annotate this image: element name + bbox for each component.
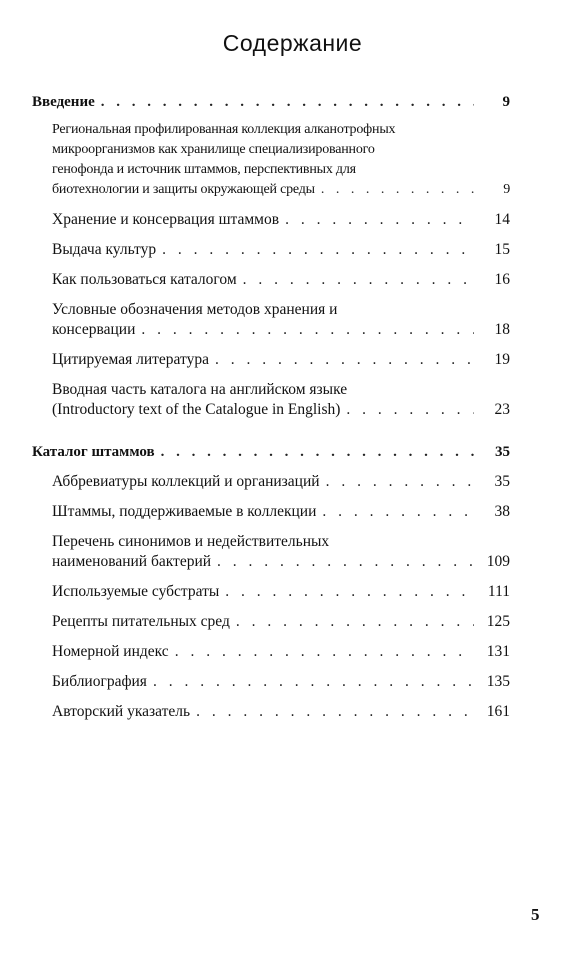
page-title: Содержание [222,30,363,56]
page-number: 5 [531,905,540,924]
toc-item-line: биотехнологии и защиты окружающей среды [52,182,315,197]
toc-item-line: Условные обозначения методов хранения и [52,301,338,318]
leader-dots [147,672,474,692]
toc-page-number: 16 [494,271,510,288]
toc-page-number: 23 [494,401,510,418]
toc-page-number: 18 [494,321,510,338]
toc-section-label: Каталог штаммов [32,444,155,460]
toc-item-distribution[interactable] [32,240,510,260]
leader-dots [135,320,474,340]
leader-dots [209,350,474,370]
toc-item-author-index[interactable] [32,702,510,722]
leader-dots [315,180,474,200]
toc-item-line: наименований бактерий [52,553,212,570]
toc-page-number: 161 [486,703,510,720]
toc-section-introduction[interactable] [32,92,510,112]
toc-page-number: 9 [503,182,510,197]
toc-item-references[interactable] [32,350,510,370]
toc-item-strains[interactable] [32,502,510,522]
toc-item-how-to-use[interactable] [32,270,510,290]
leader-dots [190,702,474,722]
toc-item-line: Штаммы, поддерживаемые в коллекции [52,503,317,520]
table-of-contents [32,92,510,722]
toc-page-number: 38 [494,503,510,520]
toc-page-number: 9 [502,94,510,110]
toc-item-number-index[interactable] [32,642,510,662]
toc-item-line: (Introductory text of the Catalogue in English) [52,401,341,418]
leader-dots [340,400,474,420]
leader-dots [320,472,474,492]
leader-dots [316,502,474,522]
toc-page-number: 35 [495,444,510,460]
toc-item-line: Выдача культур [52,241,157,258]
toc-item-abbreviations[interactable] [32,472,510,492]
leader-dots [95,92,474,112]
toc-item-line: Региональная профилированная коллекция алканотрофных [52,122,396,137]
toc-item-substrates[interactable] [32,582,510,602]
toc-item-line: Рецепты питательных сред [52,613,230,630]
toc-page-number: 14 [494,211,510,228]
toc-page-number: 111 [487,583,510,600]
toc-section-catalogue[interactable] [32,442,510,462]
toc-item-line: консервации [52,321,136,338]
toc-item-line: Номерной индекс [52,643,169,660]
toc-page-number: 15 [494,241,510,258]
leader-dots [211,552,474,572]
toc-item-line: Аббревиатуры коллекций и организаций [52,473,320,490]
leader-dots [156,240,474,260]
toc-item-synonyms[interactable] [32,532,510,572]
toc-page-number: 35 [494,473,510,490]
toc-item-line: генофонда и источник штаммов, перспективных для [52,162,356,177]
toc-page-number: 131 [486,643,510,660]
leader-dots [219,582,474,602]
leader-dots [169,642,474,662]
toc-item-line: Используемые субстраты [52,583,220,600]
toc-page-number: 19 [494,351,510,368]
toc-item-line: Авторский указатель [52,703,191,720]
leader-dots [237,270,474,290]
toc-page-number: 135 [486,673,510,690]
toc-item-bibliography[interactable] [32,672,510,692]
toc-item-line: Хранение и консервация штаммов [52,211,280,228]
toc-item-line: Как пользоваться каталогом [52,271,237,288]
leader-dots [155,442,474,462]
toc-item-line: микроорганизмов как хранилище специализированного [52,142,375,157]
toc-item-notation[interactable] [32,300,510,340]
toc-item-line: Библиография [52,673,147,690]
toc-page-number: 125 [486,613,510,630]
toc-item-line: Перечень синонимов и недействительных [52,533,330,550]
toc-section-label: Введение [32,94,95,110]
leader-dots [279,210,474,230]
toc-item-regional-collection[interactable] [32,120,510,200]
leader-dots [230,612,474,632]
toc-item-media-recipes[interactable] [32,612,510,632]
toc-item-line: Вводная часть каталога на английском языке [52,381,348,398]
toc-item-english-intro[interactable] [32,380,510,420]
toc-page-number: 109 [486,553,510,570]
toc-item-line: Цитируемая литература [52,351,209,368]
toc-item-storage[interactable] [32,210,510,230]
